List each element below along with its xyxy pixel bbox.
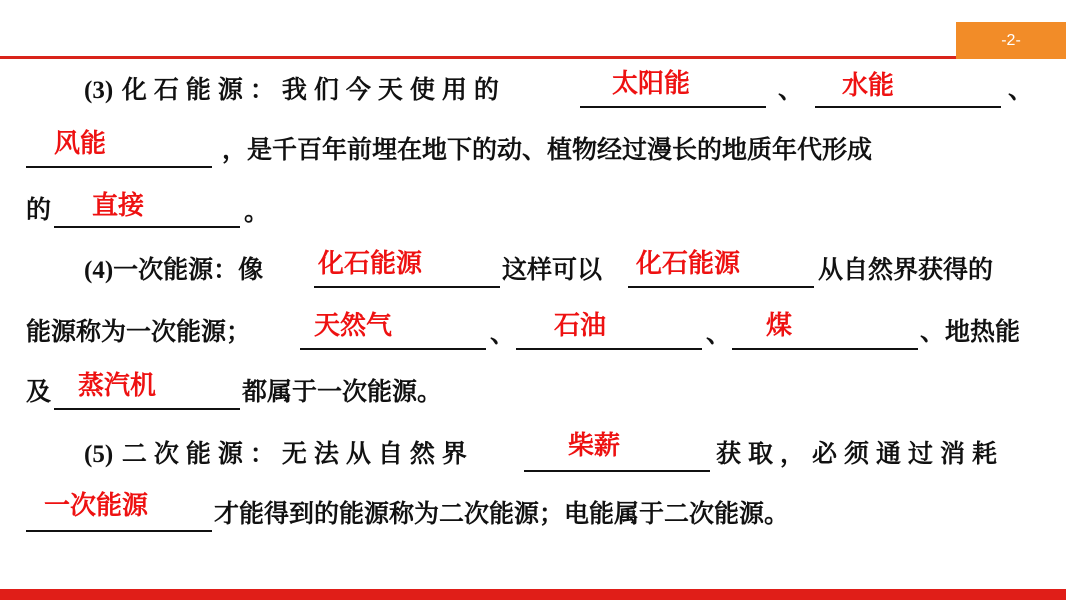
para4-text-1: 一次能源：像 bbox=[113, 255, 264, 284]
para4-blank-5 bbox=[732, 320, 918, 350]
para3-line2 bbox=[222, 128, 872, 172]
para4-text-4: 能源称为一次能源； bbox=[26, 317, 252, 346]
para5-text-1: 二次能源：无法从自然界 bbox=[121, 439, 474, 468]
para3-line3 bbox=[26, 188, 51, 232]
para3-end: 。 bbox=[244, 197, 270, 226]
para3-sep-1: 、 bbox=[778, 75, 804, 104]
para3-text-1: 化石能源：我们今天使用的 bbox=[121, 75, 506, 104]
para3-blank-4 bbox=[54, 198, 240, 228]
para3-answer-2: 水能 bbox=[842, 71, 895, 101]
para4-answer-5: 煤 bbox=[766, 311, 793, 341]
para4-number: (4) bbox=[84, 257, 114, 284]
para3-answer-1: 太阳能 bbox=[612, 69, 691, 99]
para4-sep-2: 、 bbox=[706, 319, 732, 348]
para4-sep-1: 、 bbox=[490, 319, 516, 348]
para4-blank-4 bbox=[516, 320, 702, 350]
para5-text-2: 获取，必须通过消耗 bbox=[716, 439, 1005, 468]
para4-answer-4: 石油 bbox=[554, 311, 607, 341]
para4-text-7: 都属于一次能源。 bbox=[242, 377, 443, 406]
para3-sep-2: 、 bbox=[1008, 75, 1034, 104]
para4-text-6: 及 bbox=[26, 377, 52, 406]
page-number: -2- bbox=[1001, 31, 1021, 49]
para4-answer-2: 化石能源 bbox=[636, 249, 741, 279]
para3-text-3: 的 bbox=[26, 195, 52, 224]
para3-text-2: ，是千百年前埋在地下的动、植物经过漫长的地质年代形成 bbox=[222, 135, 873, 164]
para5-text-3: 才能得到的能源称为二次能源；电能属于二次能源。 bbox=[214, 499, 790, 528]
para4-text-3: 从自然界获得的 bbox=[818, 255, 994, 284]
para4-answer-6: 蒸汽机 bbox=[78, 371, 157, 401]
para4-answer-1: 化石能源 bbox=[318, 249, 423, 279]
para5-answer-2: 一次能源 bbox=[44, 491, 149, 521]
page-number-tab bbox=[956, 22, 1066, 59]
para4-answer-3: 天然气 bbox=[314, 311, 393, 341]
footer-rule bbox=[0, 589, 1066, 600]
para3-answer-3: 风能 bbox=[54, 129, 107, 159]
para3-answer-4: 直接 bbox=[92, 191, 145, 221]
para5-number: (5) bbox=[84, 441, 114, 468]
para4-text-5: 、地热能 bbox=[920, 317, 1021, 346]
para4-text-2: 这样可以 bbox=[502, 255, 603, 284]
para3-line1 bbox=[84, 68, 506, 112]
para3-number: (3) bbox=[84, 77, 114, 104]
header-rule bbox=[0, 56, 956, 59]
para4-line1-start bbox=[84, 248, 263, 292]
para5-line1 bbox=[84, 432, 474, 476]
para5-answer-1: 柴薪 bbox=[568, 431, 621, 461]
